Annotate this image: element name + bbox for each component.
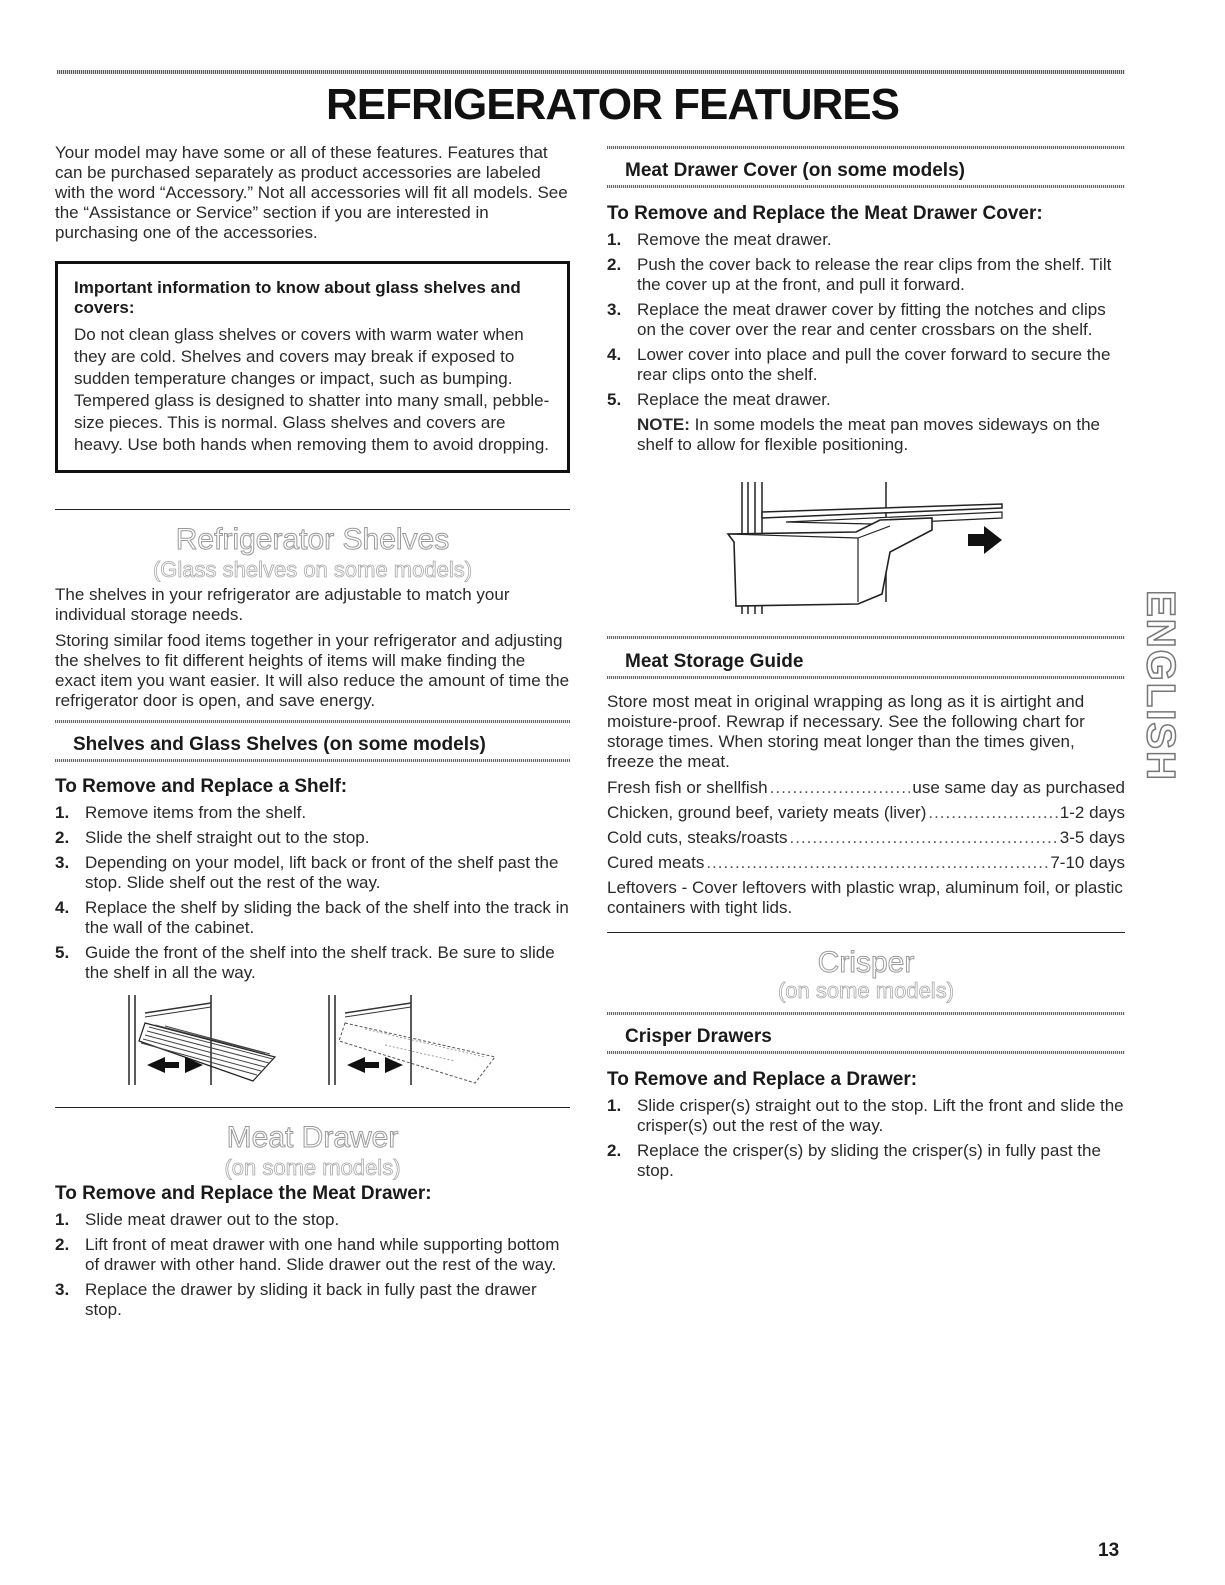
list-item: 5. Replace the meat drawer. NOTE: In some models the meat pan moves sideways on the shelf to allow for flexible positioning.: [607, 390, 1125, 455]
crisper-procedure: [607, 1068, 1125, 1186]
meat-cover-procedure: [607, 202, 1125, 460]
crisper-subhead-bottom-rule: [607, 1051, 1125, 1054]
list-item: 4. Replace the shelf by sliding the back of the shelf into the track in the wall of the cabinet.: [55, 898, 569, 937]
meat-storage-subhead: Meat Storage Guide: [625, 651, 804, 672]
crisper-subhead-top-rule: [607, 1012, 1125, 1015]
shelves-subhead-top-rule: [55, 720, 570, 723]
list-item: 4. Lower cover into place and pull the cover forward to secure the rear clips onto the shelf.: [607, 345, 1111, 384]
meat-drawer-procedure: [55, 1182, 570, 1325]
list-item: 2. Push the cover back to release the rear clips from the shelf. Tilt the cover up at the front, and pull it forward.: [607, 255, 1112, 294]
important-box-title: Important information to know about glass shelves and covers:: [74, 278, 521, 317]
meat-drawer-illustration: [722, 482, 1022, 617]
intro-paragraph: Your model may have some or all of these features. Features that can be purchased separately as product accessories are labeled with the word “Accessory.” Not all accessories will fit all models. See the “Assistance or Service” section if you are interested in purchasing one of the accessories.: [55, 143, 568, 242]
page-number: 13: [1098, 1540, 1120, 1561]
list-item: 5. Guide the front of the shelf into the shelf track. Be sure to slide the shelf in all the way.: [55, 943, 555, 982]
shelves-para-2: Storing similar food items together in your refrigerator and adjusting the shelves to fit different heights of items will make finding the exact item you want easier. It will also reduce the amount of time the refrigerator door is open, and save energy.: [55, 631, 570, 710]
table-row: Cured meats ..... 7-10 days: [607, 853, 1125, 873]
language-side-tab: [1138, 590, 1183, 782]
list-item: 2. Replace the crisper(s) by sliding the crisper(s) in fully past the stop.: [607, 1141, 1101, 1180]
shelves-section-subtitle: (Glass shelves on some models): [152, 557, 473, 582]
list-item: 2. Lift front of meat drawer with one hand while supporting bottom of drawer with other hand. Slide drawer out the rest of the way.: [55, 1235, 560, 1274]
meat-drawer-procedure-title: To Remove and Replace the Meat Drawer:: [55, 1183, 432, 1204]
list-item: 3. Depending on your model, lift back or front of the shelf past the stop. Slide shelf out the rest of the way.: [55, 853, 559, 892]
top-rule: [57, 70, 1125, 74]
table-row: Cold cuts, steaks/roasts ..... 3-5 days: [607, 828, 1125, 848]
table-row: Chicken, ground beef, variety meats (liver) ..... 1-2 days: [607, 803, 1125, 823]
crisper-rule: [607, 932, 1125, 933]
list-item: 2. Slide the shelf straight out to the stop.: [55, 828, 370, 847]
shelf-wire-illustration: [125, 995, 305, 1087]
shelves-subhead: Shelves and Glass Shelves (on some models): [73, 734, 486, 755]
meat-drawer-subtitle: (on some models): [224, 1155, 401, 1180]
meat-drawer-steps: [55, 1210, 570, 1320]
shelf-steps: [55, 803, 570, 983]
meat-cover-subhead-bottom-rule: [607, 185, 1125, 188]
crisper-title: Crisper: [817, 946, 915, 979]
list-item: 1. Slide crisper(s) straight out to the stop. Lift the front and slide the crisper(s) out the rest of the way.: [607, 1096, 1124, 1135]
crisper-subtitle: (on some models): [777, 978, 955, 1003]
shelves-rule: [55, 509, 570, 510]
meat-drawer-title: Meat Drawer: [226, 1121, 399, 1154]
meat-storage-subhead-bottom-rule: [607, 676, 1125, 679]
meat-drawer-rule: [55, 1107, 570, 1108]
list-item: 3. Replace the drawer by sliding it back in fully past the drawer stop.: [55, 1280, 537, 1319]
meat-cover-procedure-title: To Remove and Replace the Meat Drawer Cover:: [607, 203, 1043, 224]
important-box-body: Do not clean glass shelves or covers with warm water when they are cold. Shelves and covers may break if exposed to sudden temperature changes or impact, such as bumping. Tempered glass is designed to shatter into many small, pebble-size pieces. This is normal. Glass shelves and covers are heavy. Use both hands when removing them to avoid dropping.: [74, 325, 550, 454]
meat-storage-table: [607, 778, 1125, 873]
list-item: 3. Replace the meat drawer cover by fitting the notches and clips on the cover over the rear and center crossbars on the shelf.: [607, 300, 1106, 339]
table-row: Fresh fish or shellfish ..... use same day as purchased: [607, 778, 1125, 798]
meat-cover-subhead: Meat Drawer Cover (on some models): [625, 160, 965, 181]
shelf-procedure-title: To Remove and Replace a Shelf:: [55, 776, 348, 797]
page-title: REFRIGERATOR FEATURES: [325, 80, 900, 129]
shelves-para-1: The shelves in your refrigerator are adjustable to match your individual storage needs.: [55, 585, 510, 624]
meat-cover-subhead-top-rule: [607, 146, 1125, 149]
meat-storage-intro: Store most meat in original wrapping as long as it is airtight and moisture-proof. Rewrap if necessary. See the following chart for storage times. When storing meat longer than the times given, freeze the meat.: [607, 692, 1085, 771]
meat-storage-leftovers: Leftovers - Cover leftovers with plastic wrap, aluminum foil, or plastic containers with tight lids.: [607, 878, 1123, 917]
meat-cover-note: NOTE: In some models the meat pan moves sideways on the shelf to allow for flexible positioning.: [637, 415, 1100, 454]
list-item: 1. Slide meat drawer out to the stop.: [55, 1210, 340, 1229]
crisper-subhead: Crisper Drawers: [625, 1026, 772, 1047]
left-column: [55, 143, 570, 473]
meat-storage-subhead-top-rule: [607, 636, 1125, 639]
shelves-subhead-bottom-rule: [55, 759, 570, 762]
crisper-steps: [607, 1096, 1125, 1181]
meat-cover-steps: [607, 230, 1125, 455]
language-side-tab-label: ENGLISH: [1138, 590, 1183, 782]
meat-storage-body: [607, 692, 1125, 918]
shelf-procedure: [55, 775, 570, 988]
shelf-glass-illustration: [325, 995, 505, 1087]
crisper-procedure-title: To Remove and Replace a Drawer:: [607, 1069, 918, 1090]
important-box: [55, 261, 570, 473]
list-item: 1. Remove the meat drawer.: [607, 230, 832, 249]
list-item: 1. Remove items from the shelf.: [55, 803, 307, 822]
shelves-section-title: Refrigerator Shelves: [175, 523, 450, 556]
shelves-body: [55, 585, 570, 711]
